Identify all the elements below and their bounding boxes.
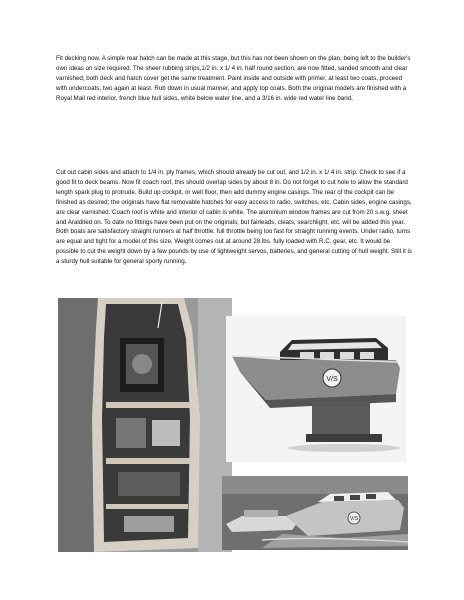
paragraph-cabin: Cut out cabin sides and attach to 1/4 in. ply frames, which should already be cut out, and 1/2 in. x 1/ 4 in. strip. Check to see if a good fit to deck beams. Now fit coach roof, this should overlap sides by about 8 in. Do not forget to cut hole to allow the standard length spark plug to protrude. Build up cockpit, or well floor, then add dummy engine casings. The rear of the cockpit can be finished as desired; the originals have flat removable hatches for easy access to radio, switches, etc. Cabin sides, engine casings, are clear varnished. Coach roof is white and interior of cabin is white. The aluminium window frames are cut from 20 s.w.g. sheet and Araldited on. To date no fittings have been put on the originals, but fairleads, cleats, searchlight, etc. will be added this year. Both boats are satisfactory straight runners at half throttle, full throttle being too fast for straight running events. Under radio, turns are equal and tight for a model of this size. Weight comes out at around 28 lbs. fully loaded with R.C. gear, etc. It would be possible to cut the weight down by a few pounds by use of lightweight servos, batteries, and general cutting of hull weight. Still it is a sturdy hull suitable for general sporty running. <box>56 169 412 266</box>
photo-boat-on-stand <box>226 316 406 462</box>
photo-hull-interior <box>58 298 232 552</box>
photo-boats-running <box>222 476 408 550</box>
paragraph-finishing: Fit decking now. A simple rear hatch can be made at this stage, but this has not been shown on the plan, being left to the builder's own ideas on size required. The sheer rubbing strips,1/2 in. x 1/ 4 in. half round section, are now fitted, sanded smooth and clear varnished; both deck and hatch cover get the same treatment. Paint inside and outside with primer, at least two coats, proceed with undercoats, two again at least. Rub down in usual manner, and apply top coats. Both the original models are finished with a Royal Mail red interior, french blue hull sides, white below water line, and a 3/16 in. wide red water line band. <box>56 55 411 102</box>
hull-badge-label: V/S <box>326 376 338 383</box>
running-badge-label: V/S <box>349 516 359 522</box>
